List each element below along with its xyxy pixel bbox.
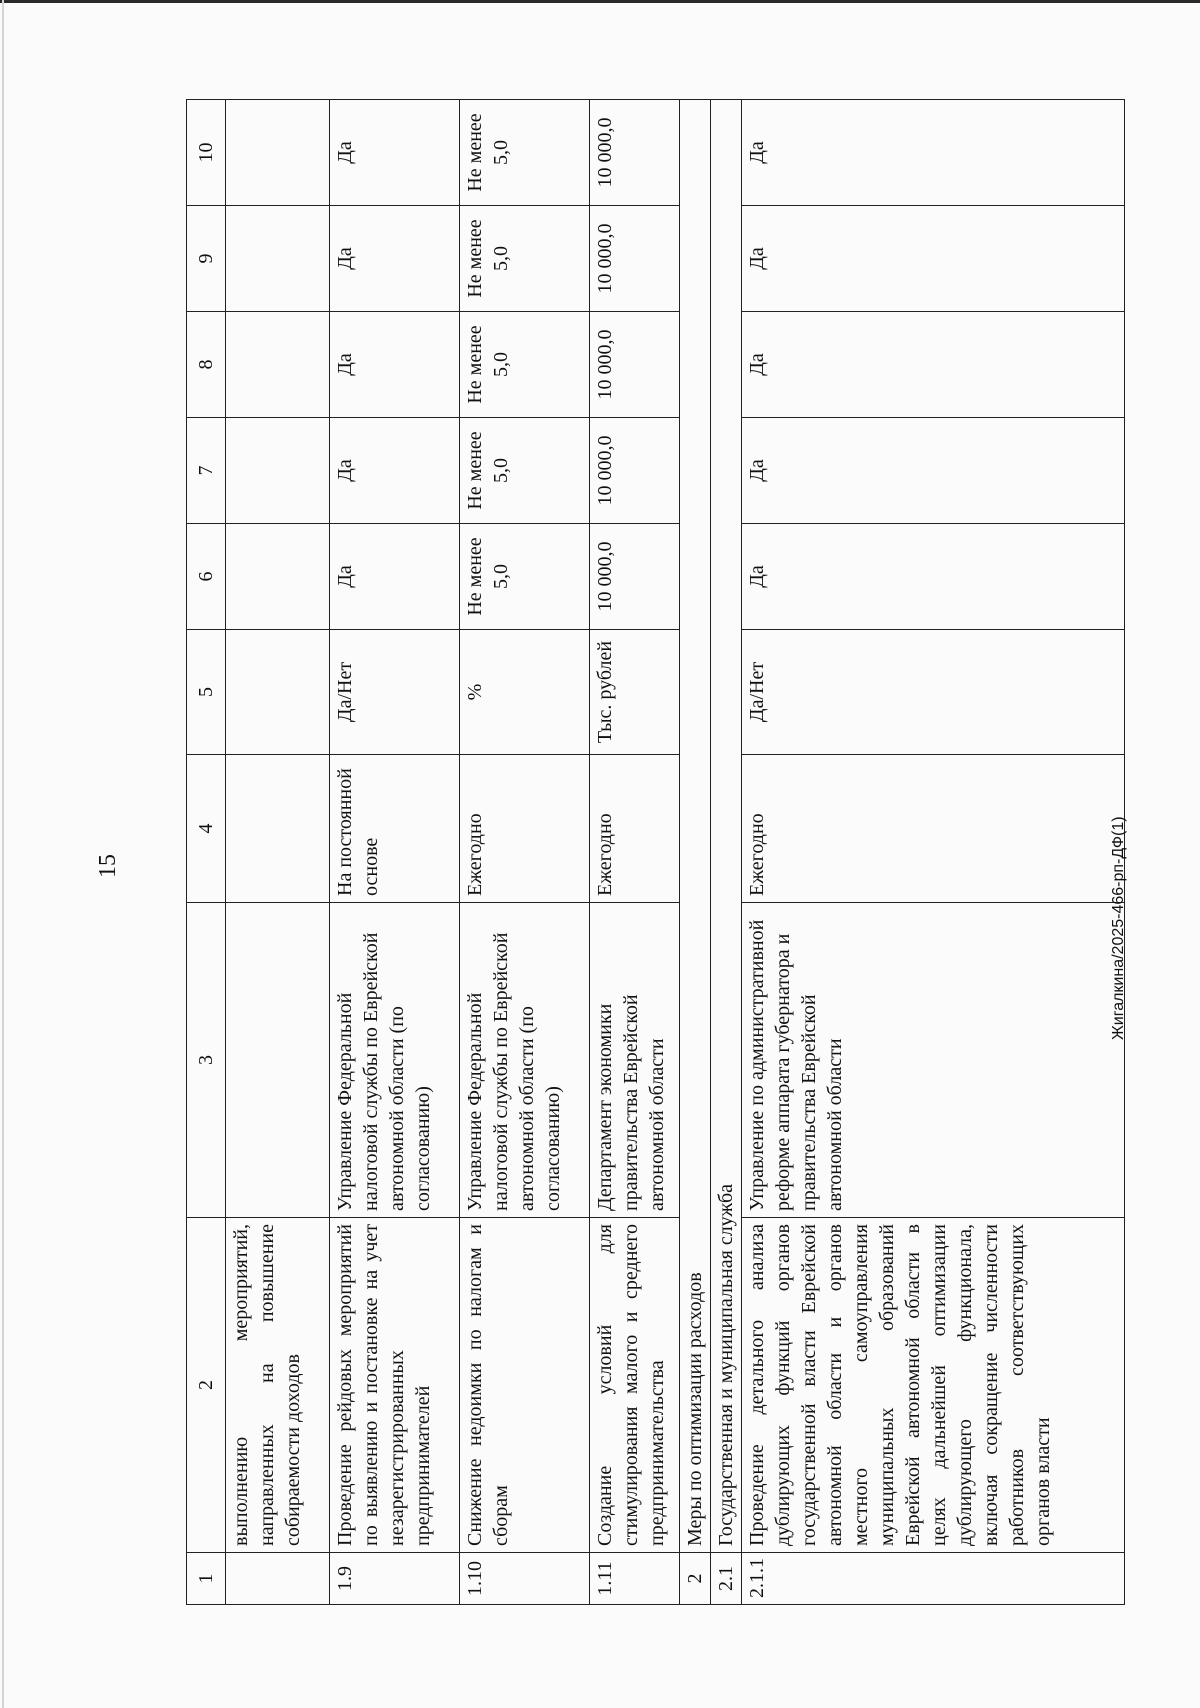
value-cell: 10 000,0 — [590, 524, 680, 630]
executor-text: Управление по административной реформе аппарата губернатора и правительства Еврейской автономной области — [742, 903, 1125, 1218]
value-cell: Да — [330, 206, 460, 312]
value-cell: 10 000,0 — [590, 100, 680, 206]
table-row — [226, 100, 330, 1605]
unit-text: Тыс. рублей — [590, 630, 680, 755]
section-title: Государственная и муниципальная служба — [711, 100, 742, 1553]
scan-edge-left — [2, 0, 4, 1708]
table-row — [590, 100, 680, 1605]
period-text: Ежегодно — [590, 755, 680, 903]
value-cell: Не менее 5,0 — [460, 418, 590, 524]
section-row — [680, 100, 711, 1605]
header-cell: 3 — [187, 903, 226, 1218]
row-number: 2.1.1 — [742, 1553, 1125, 1605]
executor-text: Управление Федеральной налоговой службы по Еврейской автономной области (по согласованию) — [330, 903, 460, 1218]
header-row — [187, 100, 226, 1605]
value-cell: Да — [742, 206, 1125, 312]
value-cell: Да — [330, 100, 460, 206]
value-cell — [226, 418, 330, 524]
value-cell: Да — [742, 100, 1125, 206]
header-cell: 10 — [187, 100, 226, 206]
executor-text: Департамент экономики правительства Еврейской автономной области — [590, 903, 680, 1218]
period-text — [226, 755, 330, 903]
section-title: Меры по оптимизации расходов — [680, 100, 711, 1553]
value-cell: 10 000,0 — [590, 206, 680, 312]
value-cell: Да — [742, 524, 1125, 630]
rotated-table-wrapper — [186, 100, 1125, 1605]
value-cell — [226, 524, 330, 630]
header-cell: 9 — [187, 206, 226, 312]
unit-text — [226, 630, 330, 755]
value-cell: Да — [742, 312, 1125, 418]
measures-table — [186, 99, 1125, 1605]
row-number: 1.10 — [460, 1553, 590, 1605]
executor-text: Управление Федеральной налоговой службы по Еврейской автономной области (по согласованию) — [460, 903, 590, 1218]
header-cell: 5 — [187, 630, 226, 755]
measure-text: Проведение детального анализа дублирующих функций органов государственной власти Еврейской автономной области и органов местного самоуправления муниципальных образований Еврейской автономной области в целях дальнейшей оптимизации дублирующего функционала, включая сокращение численности работников соответствующих органов власти — [742, 1218, 1125, 1553]
value-cell: Не менее 5,0 — [460, 100, 590, 206]
executor-text — [226, 903, 330, 1218]
row-number: 1.11 — [590, 1553, 680, 1605]
period-text: Ежегодно — [460, 755, 590, 903]
value-cell — [226, 312, 330, 418]
value-cell: Не менее 5,0 — [460, 206, 590, 312]
section-number: 2.1 — [711, 1553, 742, 1605]
value-cell: 10 000,0 — [590, 418, 680, 524]
period-text: На постоянной основе — [330, 755, 460, 903]
measure-text: Создание условий для стимулирования малого и среднего предпринимательства — [590, 1218, 680, 1553]
section-row — [711, 100, 742, 1605]
value-cell: Да — [330, 312, 460, 418]
value-cell: Да — [330, 418, 460, 524]
header-cell: 8 — [187, 312, 226, 418]
section-number: 2 — [680, 1553, 711, 1605]
table-row — [742, 100, 1125, 1605]
value-cell: 10 000,0 — [590, 312, 680, 418]
value-cell: Да — [742, 418, 1125, 524]
period-text: Ежегодно — [742, 755, 1125, 903]
table-row — [330, 100, 460, 1605]
header-cell: 4 — [187, 755, 226, 903]
header-cell: 2 — [187, 1218, 226, 1553]
scan-edge — [0, 0, 1200, 3]
table-row — [460, 100, 590, 1605]
unit-text: Да/Нет — [330, 630, 460, 755]
value-cell — [226, 206, 330, 312]
row-number: 1.9 — [330, 1553, 460, 1605]
measure-text: выполнению мероприятий, направленных на повышение собираемости доходов — [226, 1218, 330, 1553]
footer-code: Жигалкина/2025-466-рп-ДФ(1) — [1110, 816, 1127, 1040]
value-cell — [226, 100, 330, 206]
header-cell: 6 — [187, 524, 226, 630]
value-cell: Не менее 5,0 — [460, 312, 590, 418]
unit-text: % — [460, 630, 590, 755]
unit-text: Да/Нет — [742, 630, 1125, 755]
page-number: 15 — [95, 854, 121, 878]
header-cell: 7 — [187, 418, 226, 524]
measure-text: Снижение недоимки по налогам и сборам — [460, 1218, 590, 1553]
value-cell: Не менее 5,0 — [460, 524, 590, 630]
header-cell: 1 — [187, 1553, 226, 1605]
value-cell: Да — [330, 524, 460, 630]
row-number — [226, 1553, 330, 1605]
measure-text: Проведение рейдовых мероприятий по выявлению и постановке на учет незарегистрированных предпринимателей — [330, 1218, 460, 1553]
